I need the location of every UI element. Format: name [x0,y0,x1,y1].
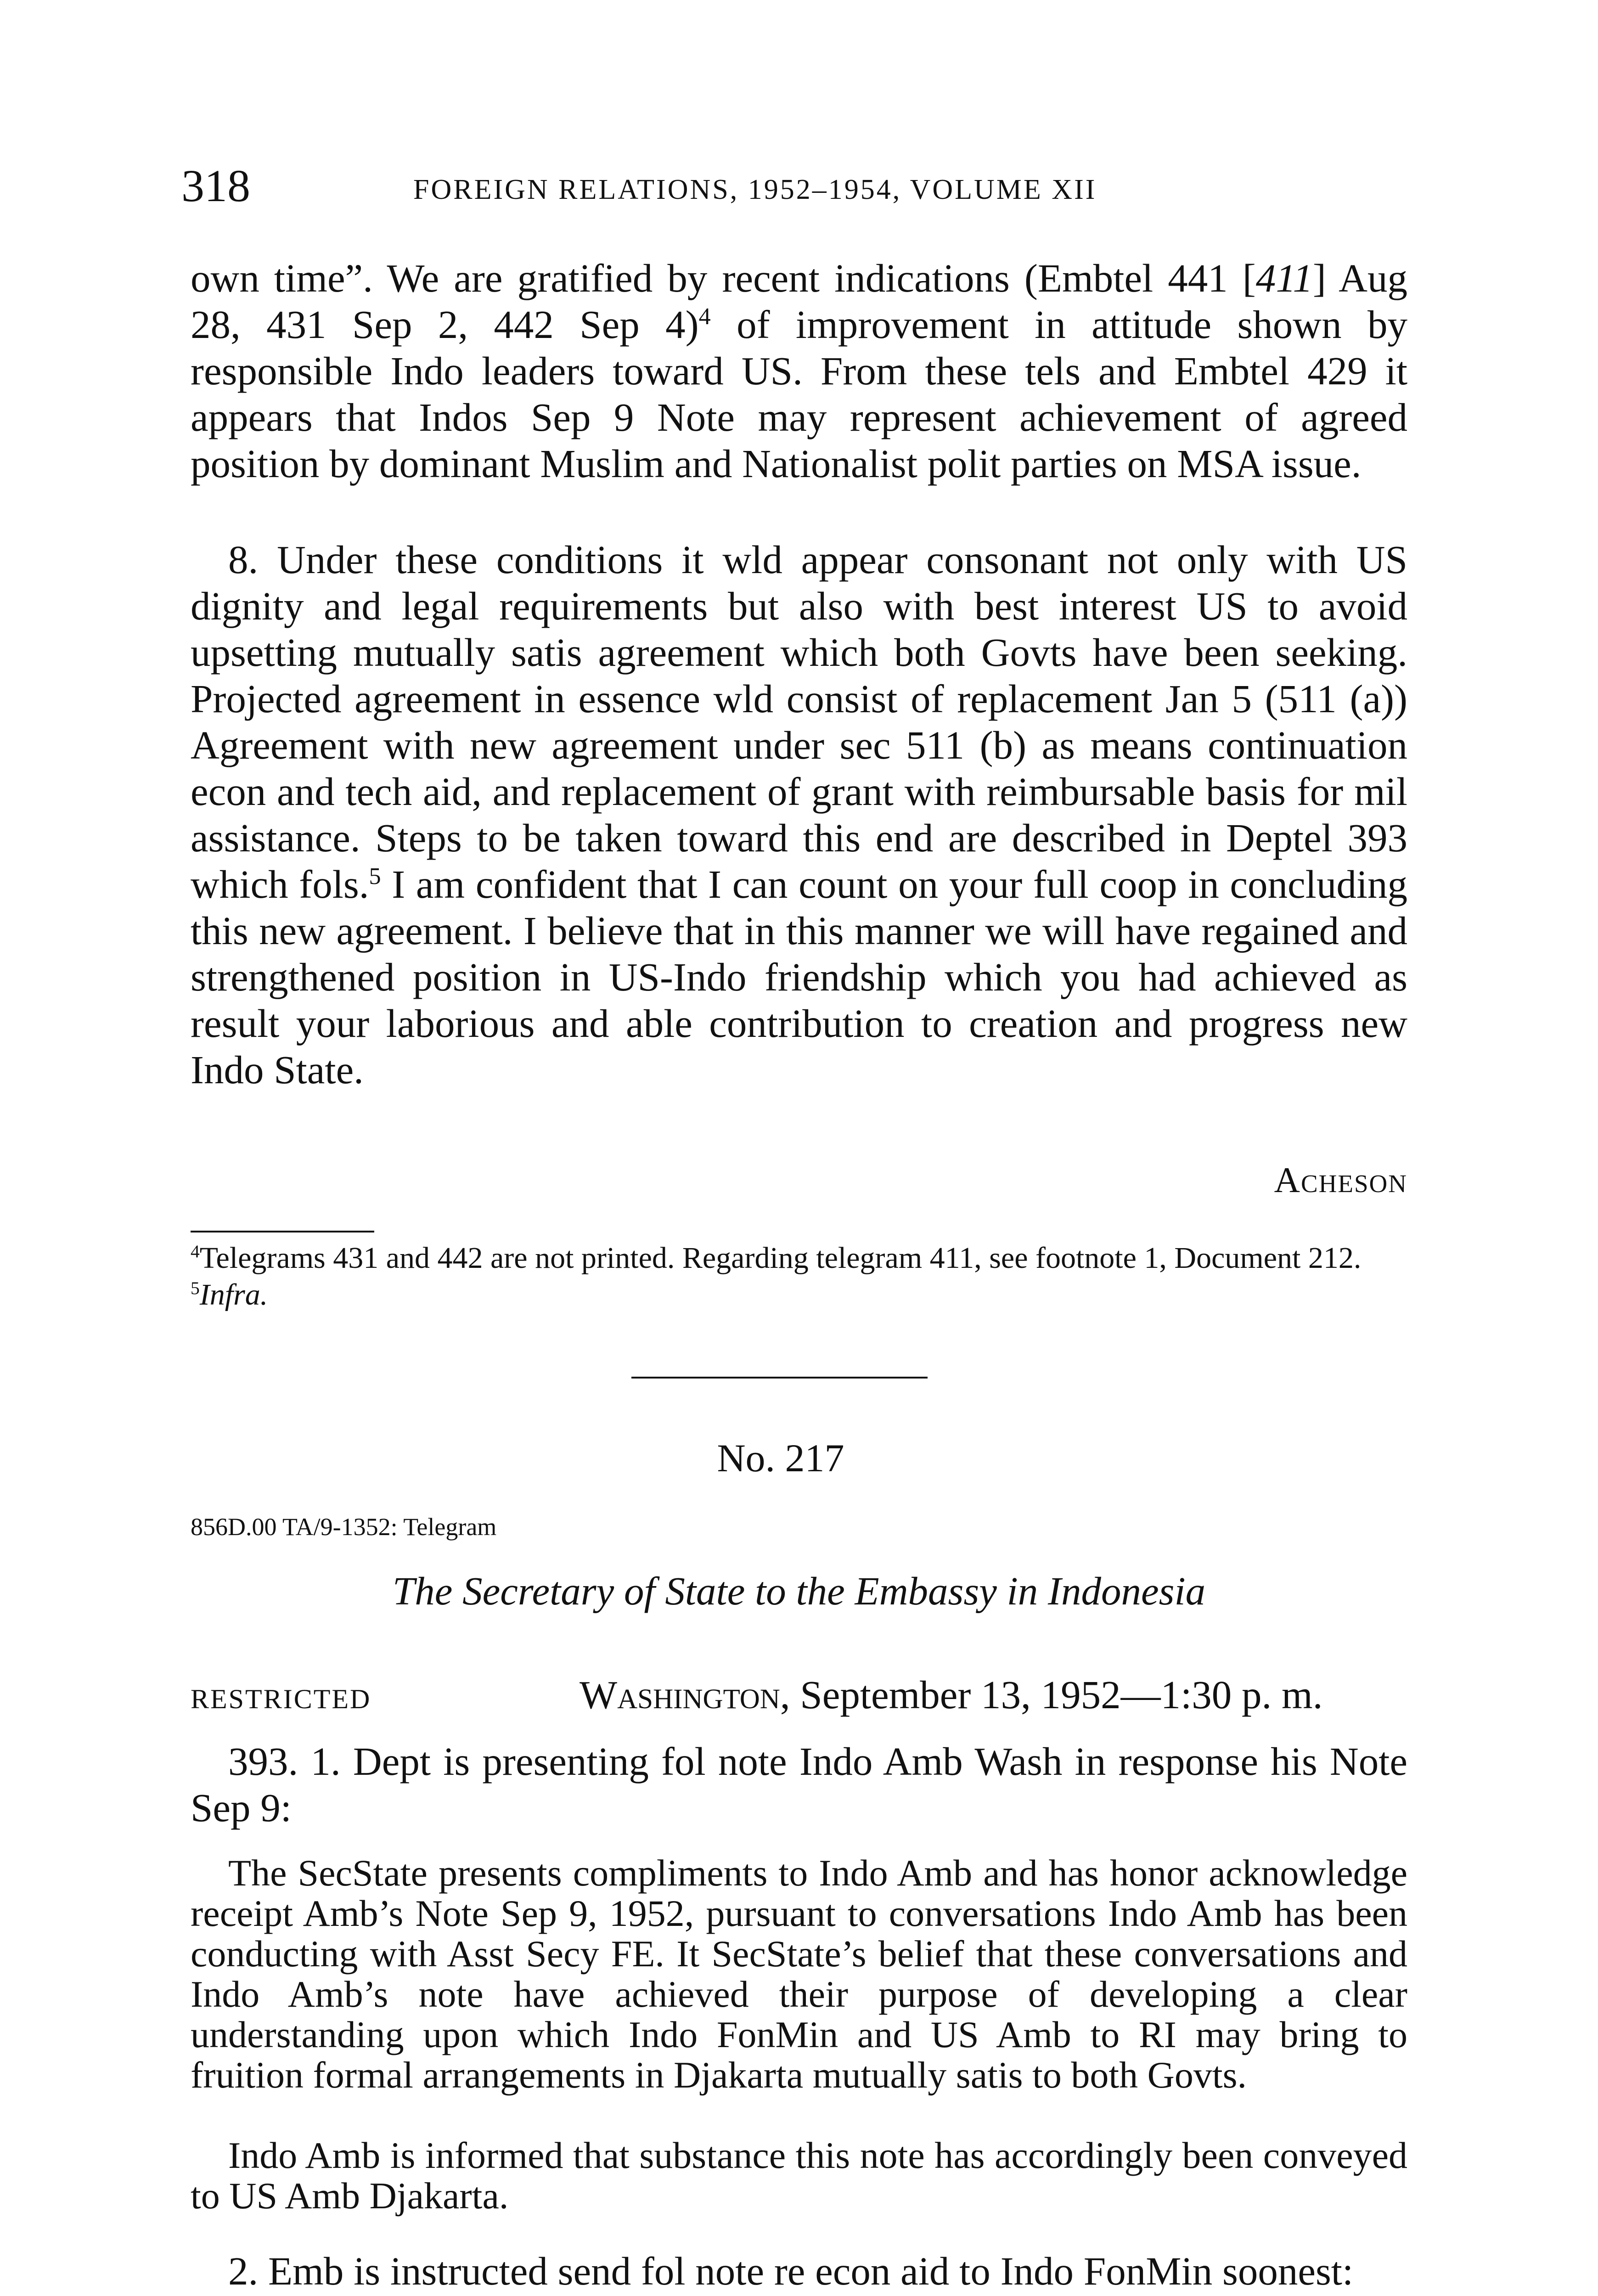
continued-paragraph-text-2: ] Aug 28, 431 Sep 2, 442 Sep 4) [191,256,1407,347]
paragraph-2-text: 2. Emb is instructed send fol note re econ aid to Indo FonMin soonest: [228,2249,1354,2293]
footnote-ref-4: 4 [698,303,711,330]
footnote-text: Infra. [199,1278,268,1311]
document-title: The Secretary of State to the Embassy in Indonesia [392,1569,1206,1613]
paragraph-8-text-2: I am confident that I can count on your full coop in concluding this new agreement. I believe that in this manner we will have regained and strengthened position in US-Indo friendship which you had achieved as result your laborious and able contribution to creation and progress new Indo State. [191,862,1407,1092]
continued-paragraph-text-3: of improvement in attitude shown by responsible Indo leaders toward US. From these tels and Embtel 429 it appears that Indos Sep 9 Note may represent achievement of agreed position by dominant Muslim and Nationalist polit parties on MSA issue. [191,302,1407,486]
telegram-number-correction: 411 [1255,256,1313,300]
section-divider [631,1377,928,1379]
footnote-5 [191,1277,1407,1313]
footnotes [191,1240,1407,1313]
quoted-note-paragraph [191,1853,1407,2095]
classification-marking: RESTRICTED [191,1684,371,1714]
footnote-divider [191,1231,374,1232]
footnote-marker: 4 [191,1241,200,1261]
footnote-text: Telegrams 431 and 442 are not printed. Regarding telegram 411, see footnote 1, Document 212. [199,1241,1362,1275]
footnote-ref-5: 5 [369,863,381,889]
paragraph-393 [191,1738,1407,1831]
running-title: FOREIGN RELATIONS, 1952–1954, VOLUME XII [413,174,1097,205]
dateline [580,1671,1322,1718]
file-reference: 856D.00 TA/9-1352: Telegram [191,1513,497,1541]
paragraph-2 [191,2248,1407,2294]
paragraph-8 [191,536,1407,1093]
signature: Acheson [1274,1160,1407,1200]
dateline-place: Washington [580,1672,780,1717]
continued-paragraph [191,255,1407,487]
quoted-note-paragraph [191,2135,1407,2216]
paragraph-8-text-1: 8. Under these conditions it wld appear consonant not only with US dignity and legal requirements but also with best interest US to avoid upsetting mutually satis agreement which both Govts have been seeking. Projected agreement in essence wld consist of replacement Jan 5 (511 (a)) Agreement with new agreement under sec 511 (b) as means continuation econ and tech aid, and replacement of grant with reimbursable basis for mil assistance. Steps to be taken toward this end are described in Deptel 393 which fols. [191,537,1407,906]
page-number: 318 [181,160,250,211]
paragraph-393-text: 393. 1. Dept is presenting fol note Indo Amb Wash in response his Note Sep 9: [191,1739,1407,1830]
footnote-4 [191,1240,1407,1277]
quoted-note-text: Indo Amb is informed that substance this note has accordingly been conveyed to US Amb Djakarta. [191,2134,1407,2217]
quoted-note-text: The SecState presents compliments to Indo Amb and has honor acknowledge receipt Amb’s Note Sep 9, 1952, pursuant to conversations Indo Amb has been conducting with Asst Secy FE. It SecState’s belief that these conversations and Indo Amb’s note have achieved their purpose of developing a clear understanding upon which Indo FonMin and US Amb to RI may bring to fruition formal arrangements in Djakarta mutually satis to both Govts. [191,1852,1407,2096]
running-head [181,158,1421,223]
footnote-marker: 5 [191,1278,200,1298]
dateline-date: , September 13, 1952—1:30 p. m. [780,1672,1323,1717]
continued-paragraph-text-1: own time”. We are gratified by recent indications (Embtel 441 [ [191,256,1256,300]
document-number: No. 217 [717,1436,844,1480]
